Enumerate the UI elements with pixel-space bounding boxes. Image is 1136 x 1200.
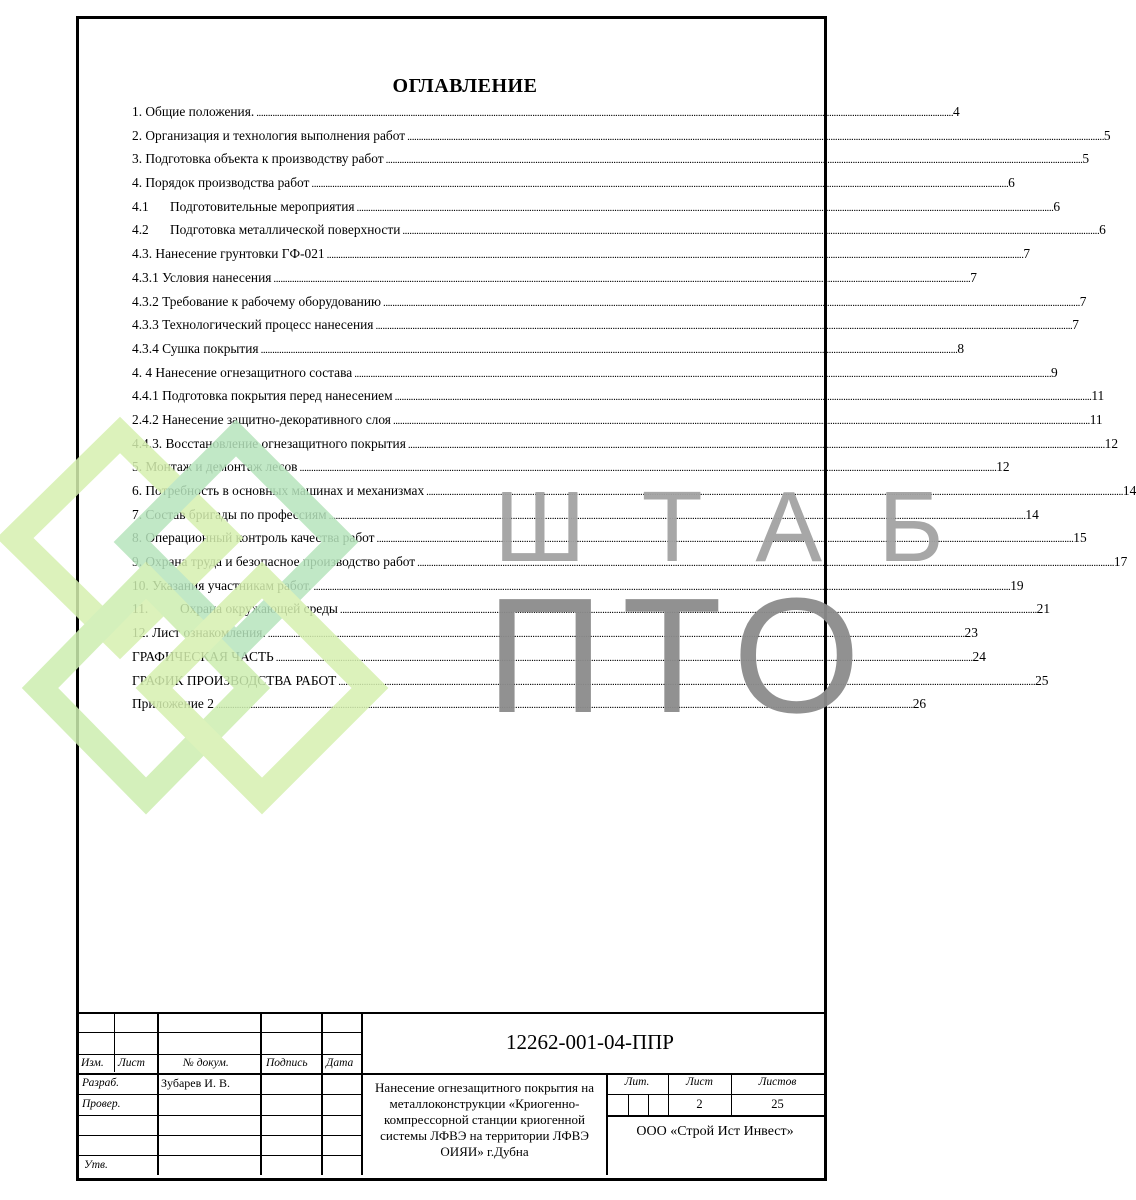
toc-entry-page: 4 bbox=[953, 104, 960, 119]
toc-entry-page: 9 bbox=[1050, 364, 1058, 380]
toc-dot-leader bbox=[426, 481, 1122, 505]
toc-dot-leader bbox=[393, 410, 1089, 434]
toc-entry-title: 4.3. Нанесение грунтовки ГФ-021 bbox=[132, 242, 326, 266]
toc-dot-leader bbox=[261, 339, 957, 363]
toc-entry-title: 3. Подготовка объекта к производству работ bbox=[132, 147, 385, 171]
organization-name: ООО «Строй Ист Инвест» bbox=[636, 1124, 794, 1139]
toc-entry bbox=[132, 550, 1128, 574]
toc-entry bbox=[132, 124, 1111, 148]
toc-entry bbox=[132, 692, 927, 716]
toc-dot-leader bbox=[338, 671, 1034, 695]
toc-entry-page: 5 bbox=[1082, 151, 1090, 167]
toc-entry bbox=[132, 597, 1051, 621]
toc-entry-title bbox=[132, 195, 356, 219]
watermark-text-top: ШТАБ bbox=[494, 471, 1000, 583]
toc-entry-page: 12 bbox=[996, 459, 1010, 475]
toc-entry bbox=[132, 147, 1090, 171]
toc-entry-page: 6 bbox=[1053, 198, 1061, 214]
toc-entry-title: 9. Охрана труда и безопасное производство работ bbox=[132, 550, 416, 574]
toc-entry-page: 21 bbox=[1036, 601, 1051, 617]
toc-dot-leader bbox=[375, 315, 1071, 339]
toc-dot-leader bbox=[313, 576, 1009, 600]
toc-entry-page: 7 bbox=[970, 269, 977, 285]
razrab-name: Зубарев И. В. bbox=[161, 1076, 230, 1090]
toc-dot-leader bbox=[354, 363, 1050, 387]
toc-dot-leader bbox=[216, 694, 912, 718]
toc-entry bbox=[132, 266, 977, 290]
toc-entry bbox=[132, 195, 1061, 219]
toc-entry-page: 7 bbox=[1079, 293, 1087, 309]
prover-label: Провер. bbox=[82, 1098, 121, 1110]
toc-dot-leader bbox=[273, 268, 969, 292]
toc-entry-title: 1. Общие положения. bbox=[132, 100, 255, 124]
toc-entry-page: 14 bbox=[1025, 506, 1039, 522]
header-izm: Изм. bbox=[81, 1057, 104, 1069]
toc-dot-leader bbox=[377, 528, 1073, 552]
toc-entry-title: 8. Операционный контроль качества работ bbox=[132, 526, 376, 550]
toc-entry-number: 11. bbox=[132, 601, 149, 617]
toc-entry-page: 8 bbox=[957, 340, 965, 356]
toc-dot-leader bbox=[383, 292, 1079, 316]
toc-entry bbox=[132, 171, 1015, 195]
toc-dot-leader bbox=[340, 599, 1036, 623]
toc-entry bbox=[132, 503, 1039, 527]
toc-entry-title: 12. Лист ознакомления. bbox=[132, 621, 267, 645]
toc-entry bbox=[132, 408, 1103, 432]
utv-label: Утв. bbox=[84, 1159, 108, 1171]
toc-entry-page: 5 bbox=[1103, 127, 1111, 143]
toc-entry bbox=[132, 479, 1136, 503]
toc-dot-leader bbox=[268, 623, 964, 647]
toc-entry-page: 15 bbox=[1073, 530, 1087, 546]
toc-entry-page: 26 bbox=[912, 696, 927, 712]
toc-entry-title: 6. Потребность в основных машинах и механизмах bbox=[132, 479, 425, 503]
toc-entry-page: 11 bbox=[1089, 411, 1103, 427]
table-of-contents bbox=[132, 100, 1136, 716]
toc-dot-leader bbox=[329, 505, 1025, 529]
toc-entry-number: 4.2 bbox=[132, 222, 149, 238]
toc-entry-title: 4. Порядок производства работ bbox=[132, 171, 310, 195]
lit-label: Лит. bbox=[624, 1076, 650, 1088]
toc-entry bbox=[132, 337, 965, 361]
toc-entry-page: 11 bbox=[1091, 388, 1105, 404]
toc-entry-page: 6 bbox=[1008, 175, 1015, 191]
toc-entry-title: 2.4.2 Нанесение защитно-декоративного слоя bbox=[132, 408, 392, 432]
toc-entry-page: 17 bbox=[1113, 554, 1128, 570]
toc-entry-title: ГРАФИЧЕСКАЯ ЧАСТЬ bbox=[132, 645, 275, 669]
toc-entry-number: 4.1 bbox=[132, 198, 149, 214]
toc-entry-title: 4.3.3 Технологический процесс нанесения bbox=[132, 313, 374, 337]
document-code: 12262-001-04-ППР bbox=[506, 1030, 674, 1054]
page-title: ОГЛАВЛЕНИЕ bbox=[392, 75, 538, 97]
toc-entry-page: 25 bbox=[1035, 672, 1049, 688]
toc-entry-title bbox=[132, 218, 401, 242]
toc-entry-title: Приложение 2 bbox=[132, 692, 215, 716]
toc-entry bbox=[132, 218, 1106, 242]
sheets-value: 25 bbox=[771, 1097, 784, 1111]
header-podpis: Подпись bbox=[266, 1057, 308, 1069]
toc-entry-title: 4.4.3. Восстановление огнезащитного покрытия bbox=[132, 432, 407, 456]
toc-entry-page: 14 bbox=[1122, 483, 1136, 498]
toc-entry-title: 4.3.2 Требование к рабочему оборудованию bbox=[132, 290, 382, 314]
razrab-label: Разраб. bbox=[82, 1077, 119, 1089]
toc-dot-leader bbox=[311, 173, 1007, 197]
header-dokum: № докум. bbox=[183, 1057, 229, 1069]
header-list: Лист bbox=[118, 1057, 145, 1069]
toc-dot-leader bbox=[408, 434, 1104, 458]
toc-entry-page: 19 bbox=[1010, 577, 1024, 593]
toc-entry-title: 4.3.4 Сушка покрытия bbox=[132, 337, 260, 361]
sheet-label: Лист bbox=[686, 1076, 713, 1088]
toc-dot-leader bbox=[327, 244, 1023, 268]
toc-dot-leader bbox=[402, 220, 1098, 244]
toc-entry-title bbox=[132, 597, 339, 621]
toc-entry-page: 12 bbox=[1104, 435, 1119, 451]
toc-entry-page: 6 bbox=[1099, 222, 1106, 238]
toc-dot-leader bbox=[407, 126, 1103, 150]
toc-entry bbox=[132, 361, 1058, 385]
toc-dot-leader bbox=[299, 457, 995, 481]
toc-entry bbox=[132, 290, 1087, 314]
header-data: Дата bbox=[326, 1057, 354, 1069]
toc-entry bbox=[132, 574, 1024, 598]
toc-entry bbox=[132, 313, 1079, 337]
toc-entry-text: Охрана окружающей среды bbox=[180, 601, 338, 617]
toc-entry-page: 7 bbox=[1023, 246, 1031, 262]
toc-entry-title: ГРАФИК ПРОИЗВОДСТВА РАБОТ bbox=[132, 669, 337, 693]
toc-dot-leader bbox=[256, 102, 952, 126]
toc-entry-title: 2. Организация и технология выполнения работ bbox=[132, 124, 406, 148]
toc-entry-text: Подготовка металлической поверхности bbox=[170, 222, 401, 238]
toc-entry bbox=[132, 100, 960, 124]
toc-entry bbox=[132, 669, 1049, 693]
toc-dot-leader bbox=[395, 386, 1091, 410]
toc-entry-page: 23 bbox=[964, 625, 978, 641]
sheet-value: 2 bbox=[696, 1097, 703, 1111]
toc-dot-leader bbox=[276, 647, 972, 671]
toc-entry bbox=[132, 455, 1010, 479]
toc-entry-title: 4.4.1 Подготовка покрытия перед нанесением bbox=[132, 384, 394, 408]
toc-entry bbox=[132, 526, 1087, 550]
toc-dot-leader bbox=[357, 197, 1053, 221]
toc-entry bbox=[132, 242, 1031, 266]
toc-entry bbox=[132, 384, 1105, 408]
toc-entry-title: 10. Указания участникам работ. bbox=[132, 574, 312, 598]
watermark-text-bottom: ПТО bbox=[486, 564, 879, 747]
toc-entry-text: Подготовительные мероприятия bbox=[170, 198, 355, 214]
toc-entry-title: 5. Монтаж и демонтаж лесов bbox=[132, 455, 298, 479]
document-description: Нанесение огнезащитного покрытия на металлоконструкции «Криогенно-компрессорной станции криогенной системы ЛФВЭ на территории ЛФВЭ ОИЯИ» г.Дубна bbox=[375, 1080, 594, 1159]
sheets-label: Листов bbox=[758, 1076, 797, 1088]
toc-entry-page: 7 bbox=[1072, 317, 1079, 333]
toc-entry bbox=[132, 645, 986, 669]
toc-dot-leader bbox=[417, 552, 1113, 576]
toc-entry bbox=[132, 432, 1119, 456]
toc-entry bbox=[132, 621, 978, 645]
toc-dot-leader bbox=[386, 149, 1082, 173]
toc-entry-page: 24 bbox=[972, 648, 986, 664]
toc-entry-title: 4. 4 Нанесение огнезащитного состава bbox=[132, 361, 353, 385]
toc-entry-title: 4.3.1 Условия нанесения bbox=[132, 266, 272, 290]
toc-entry-title: 7. Состав бригады по профессиям bbox=[132, 503, 328, 527]
